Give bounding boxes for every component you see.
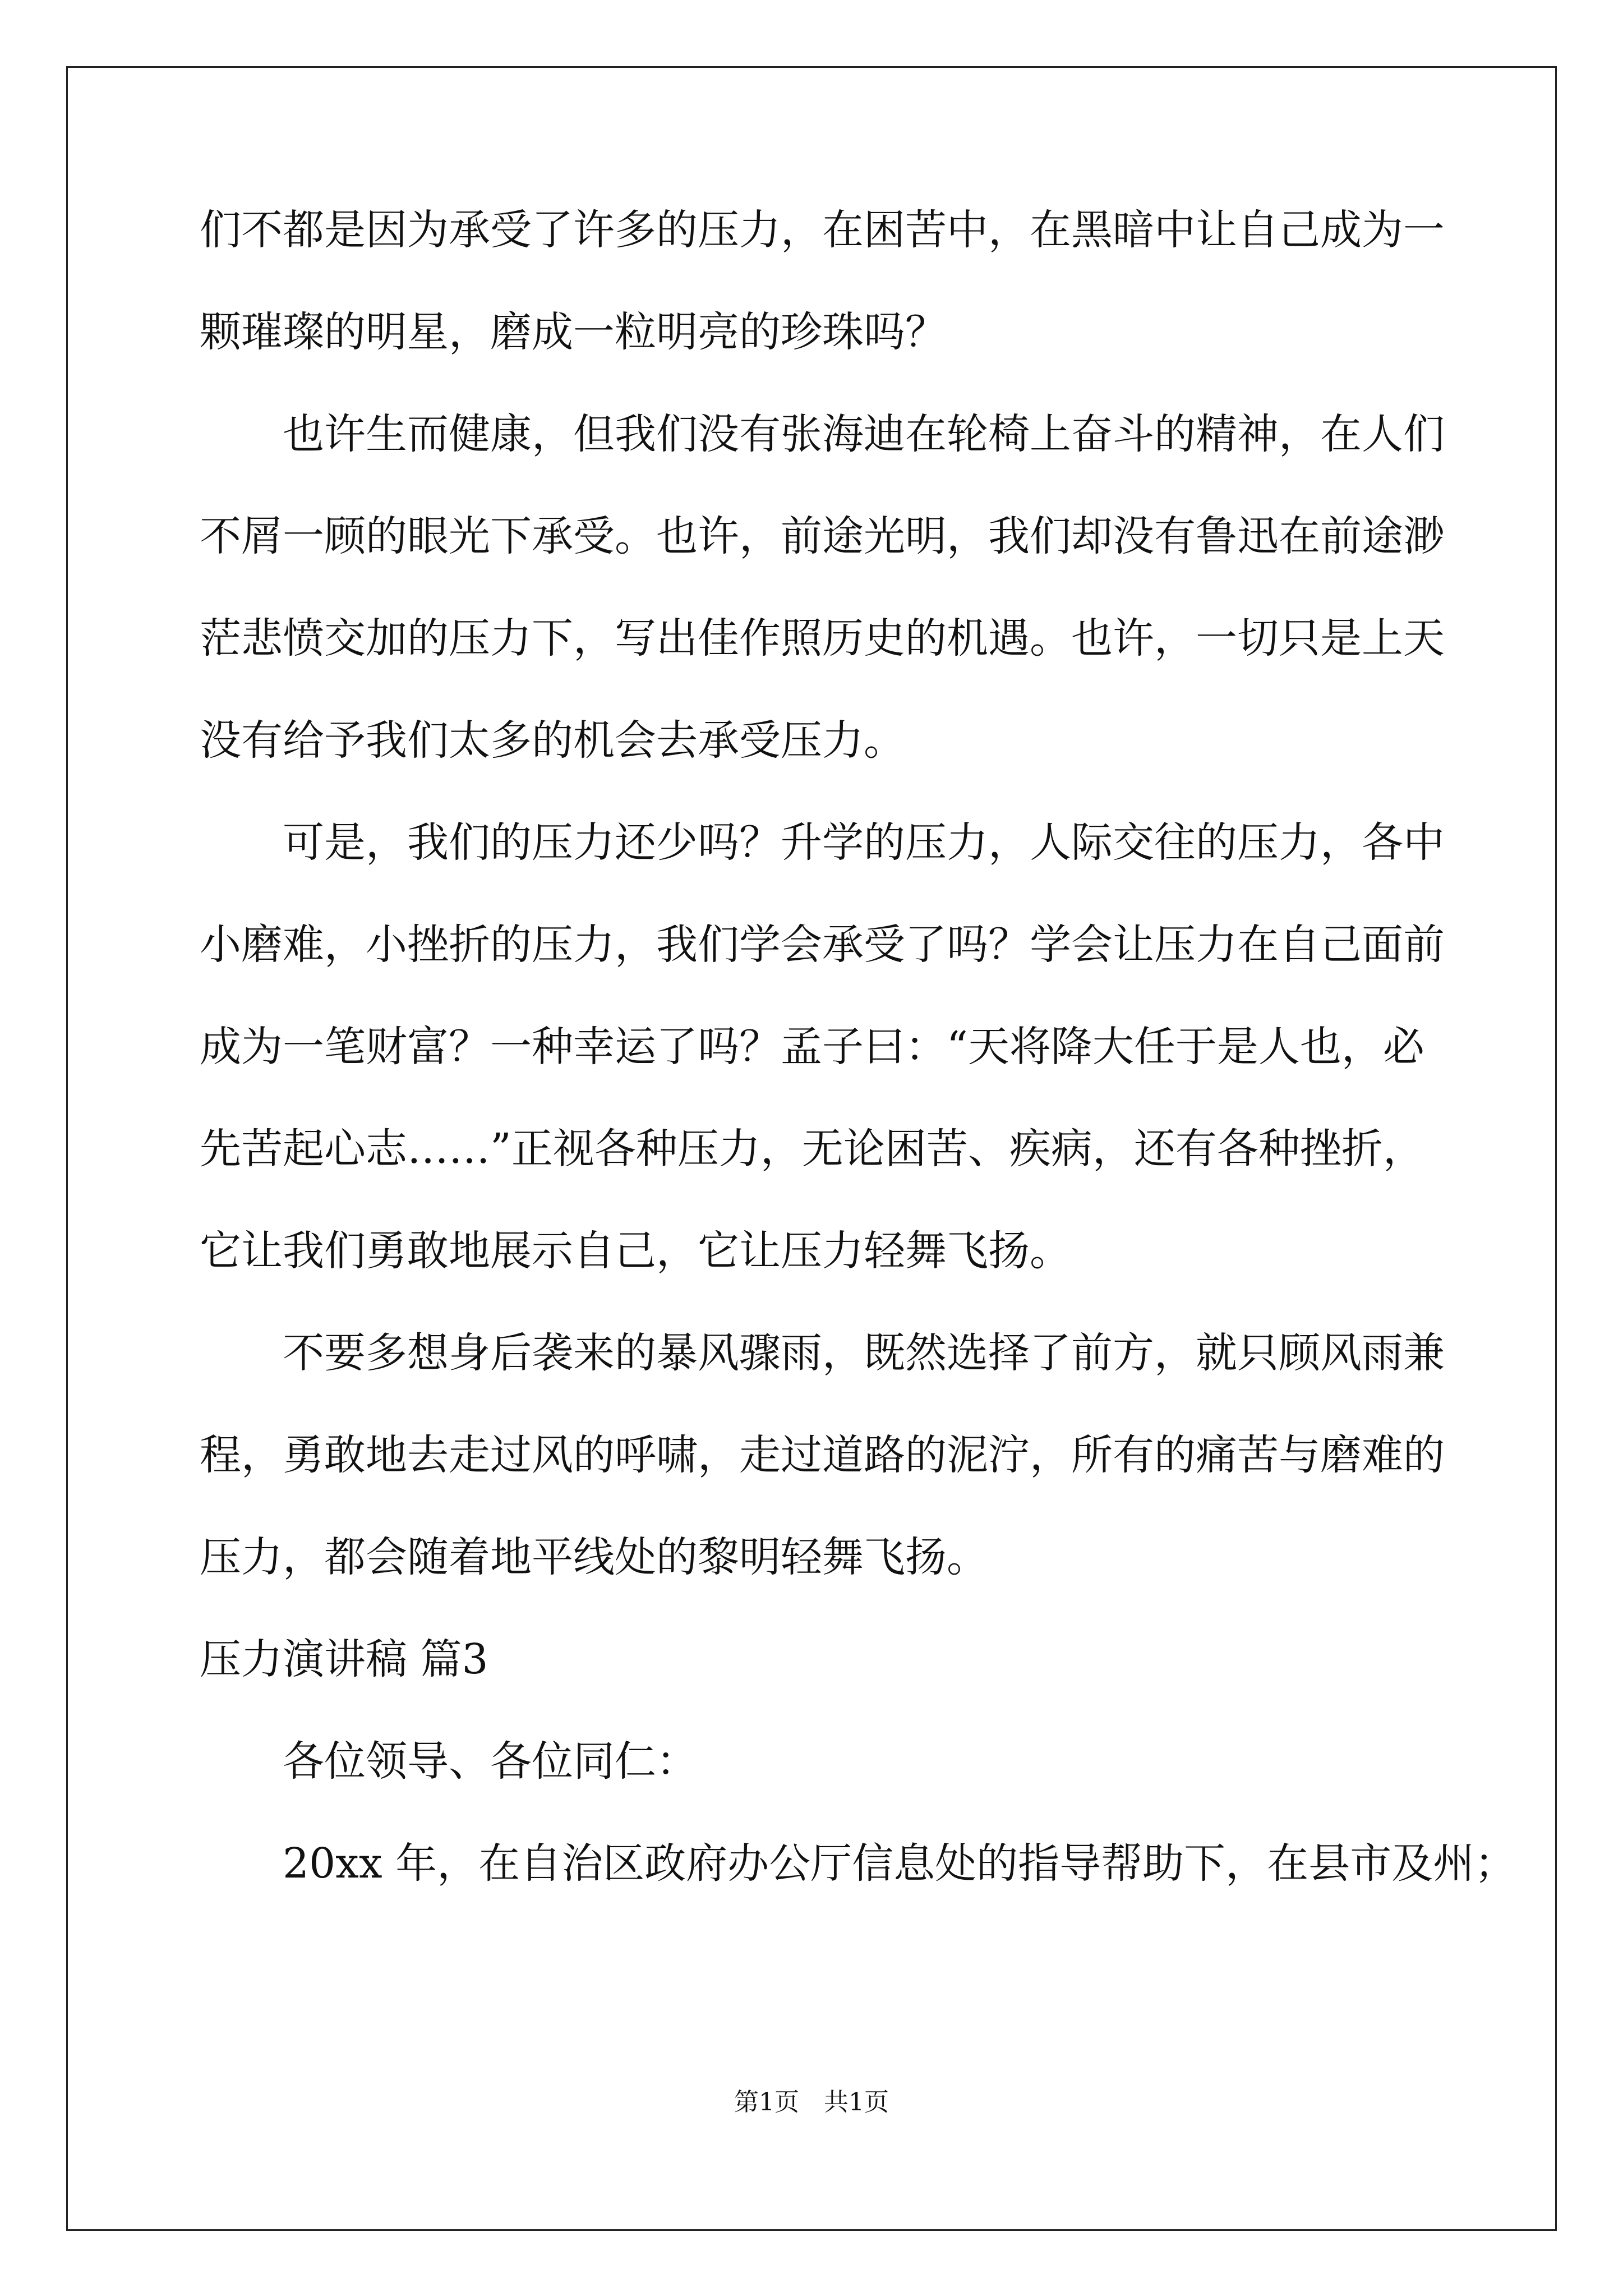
- body-line: 不屑一顾的眼光下承受。也许，前途光明，我们却没有鲁迅在前途渺: [200, 512, 1445, 560]
- body-line: 们不都是因为承受了许多的压力，在困苦中，在黑暗中让自己成为一: [200, 206, 1445, 254]
- body-line: 可是，我们的压力还少吗？升学的压力，人际交往的压力，各中: [283, 818, 1445, 867]
- body-line: 没有给予我们太多的机会去承受压力。: [200, 716, 905, 765]
- body-line: 也许生而健康，但我们没有张海迪在轮椅上奋斗的精神，在人们: [283, 410, 1445, 458]
- body-line: 茫悲愤交加的压力下，写出佳作照历史的机遇。也许，一切只是上天: [200, 614, 1445, 662]
- body-line: 20xx 年，在自治区政府办公厅信息处的指导帮助下，在县市及州；: [283, 1839, 1516, 1888]
- body-line: 先苦起心志……”正视各种压力，无论困苦、疾病，还有各种挫折，: [200, 1125, 1424, 1173]
- body-line: 小磨难，小挫折的压力，我们学会承受了吗？学会让压力在自己面前: [200, 921, 1445, 969]
- body-line: 不要多想身后袭来的暴风骤雨，既然选择了前方，就只顾风雨兼: [283, 1329, 1445, 1377]
- body-line: 压力，都会随着地平线处的黎明轻舞飞扬。: [200, 1533, 988, 1581]
- body-line: 它让我们勇敢地展示自己，它让压力轻舞飞扬。: [200, 1227, 1071, 1275]
- section-heading: 压力演讲稿 篇3: [200, 1635, 488, 1683]
- body-line: 成为一笔财富？一种幸运了吗？孟子曰：“天将降大任于是人也，必: [200, 1023, 1424, 1071]
- body-line: 颗璀璨的明星，磨成一粒明亮的珍珠吗？: [200, 308, 947, 356]
- salutation-line: 各位领导、各位同仁：: [283, 1737, 698, 1786]
- page-footer: 第1页 共1页: [734, 2088, 889, 2116]
- body-line: 程，勇敢地去走过风的呼啸，走过道路的泥泞，所有的痛苦与磨难的: [200, 1431, 1445, 1479]
